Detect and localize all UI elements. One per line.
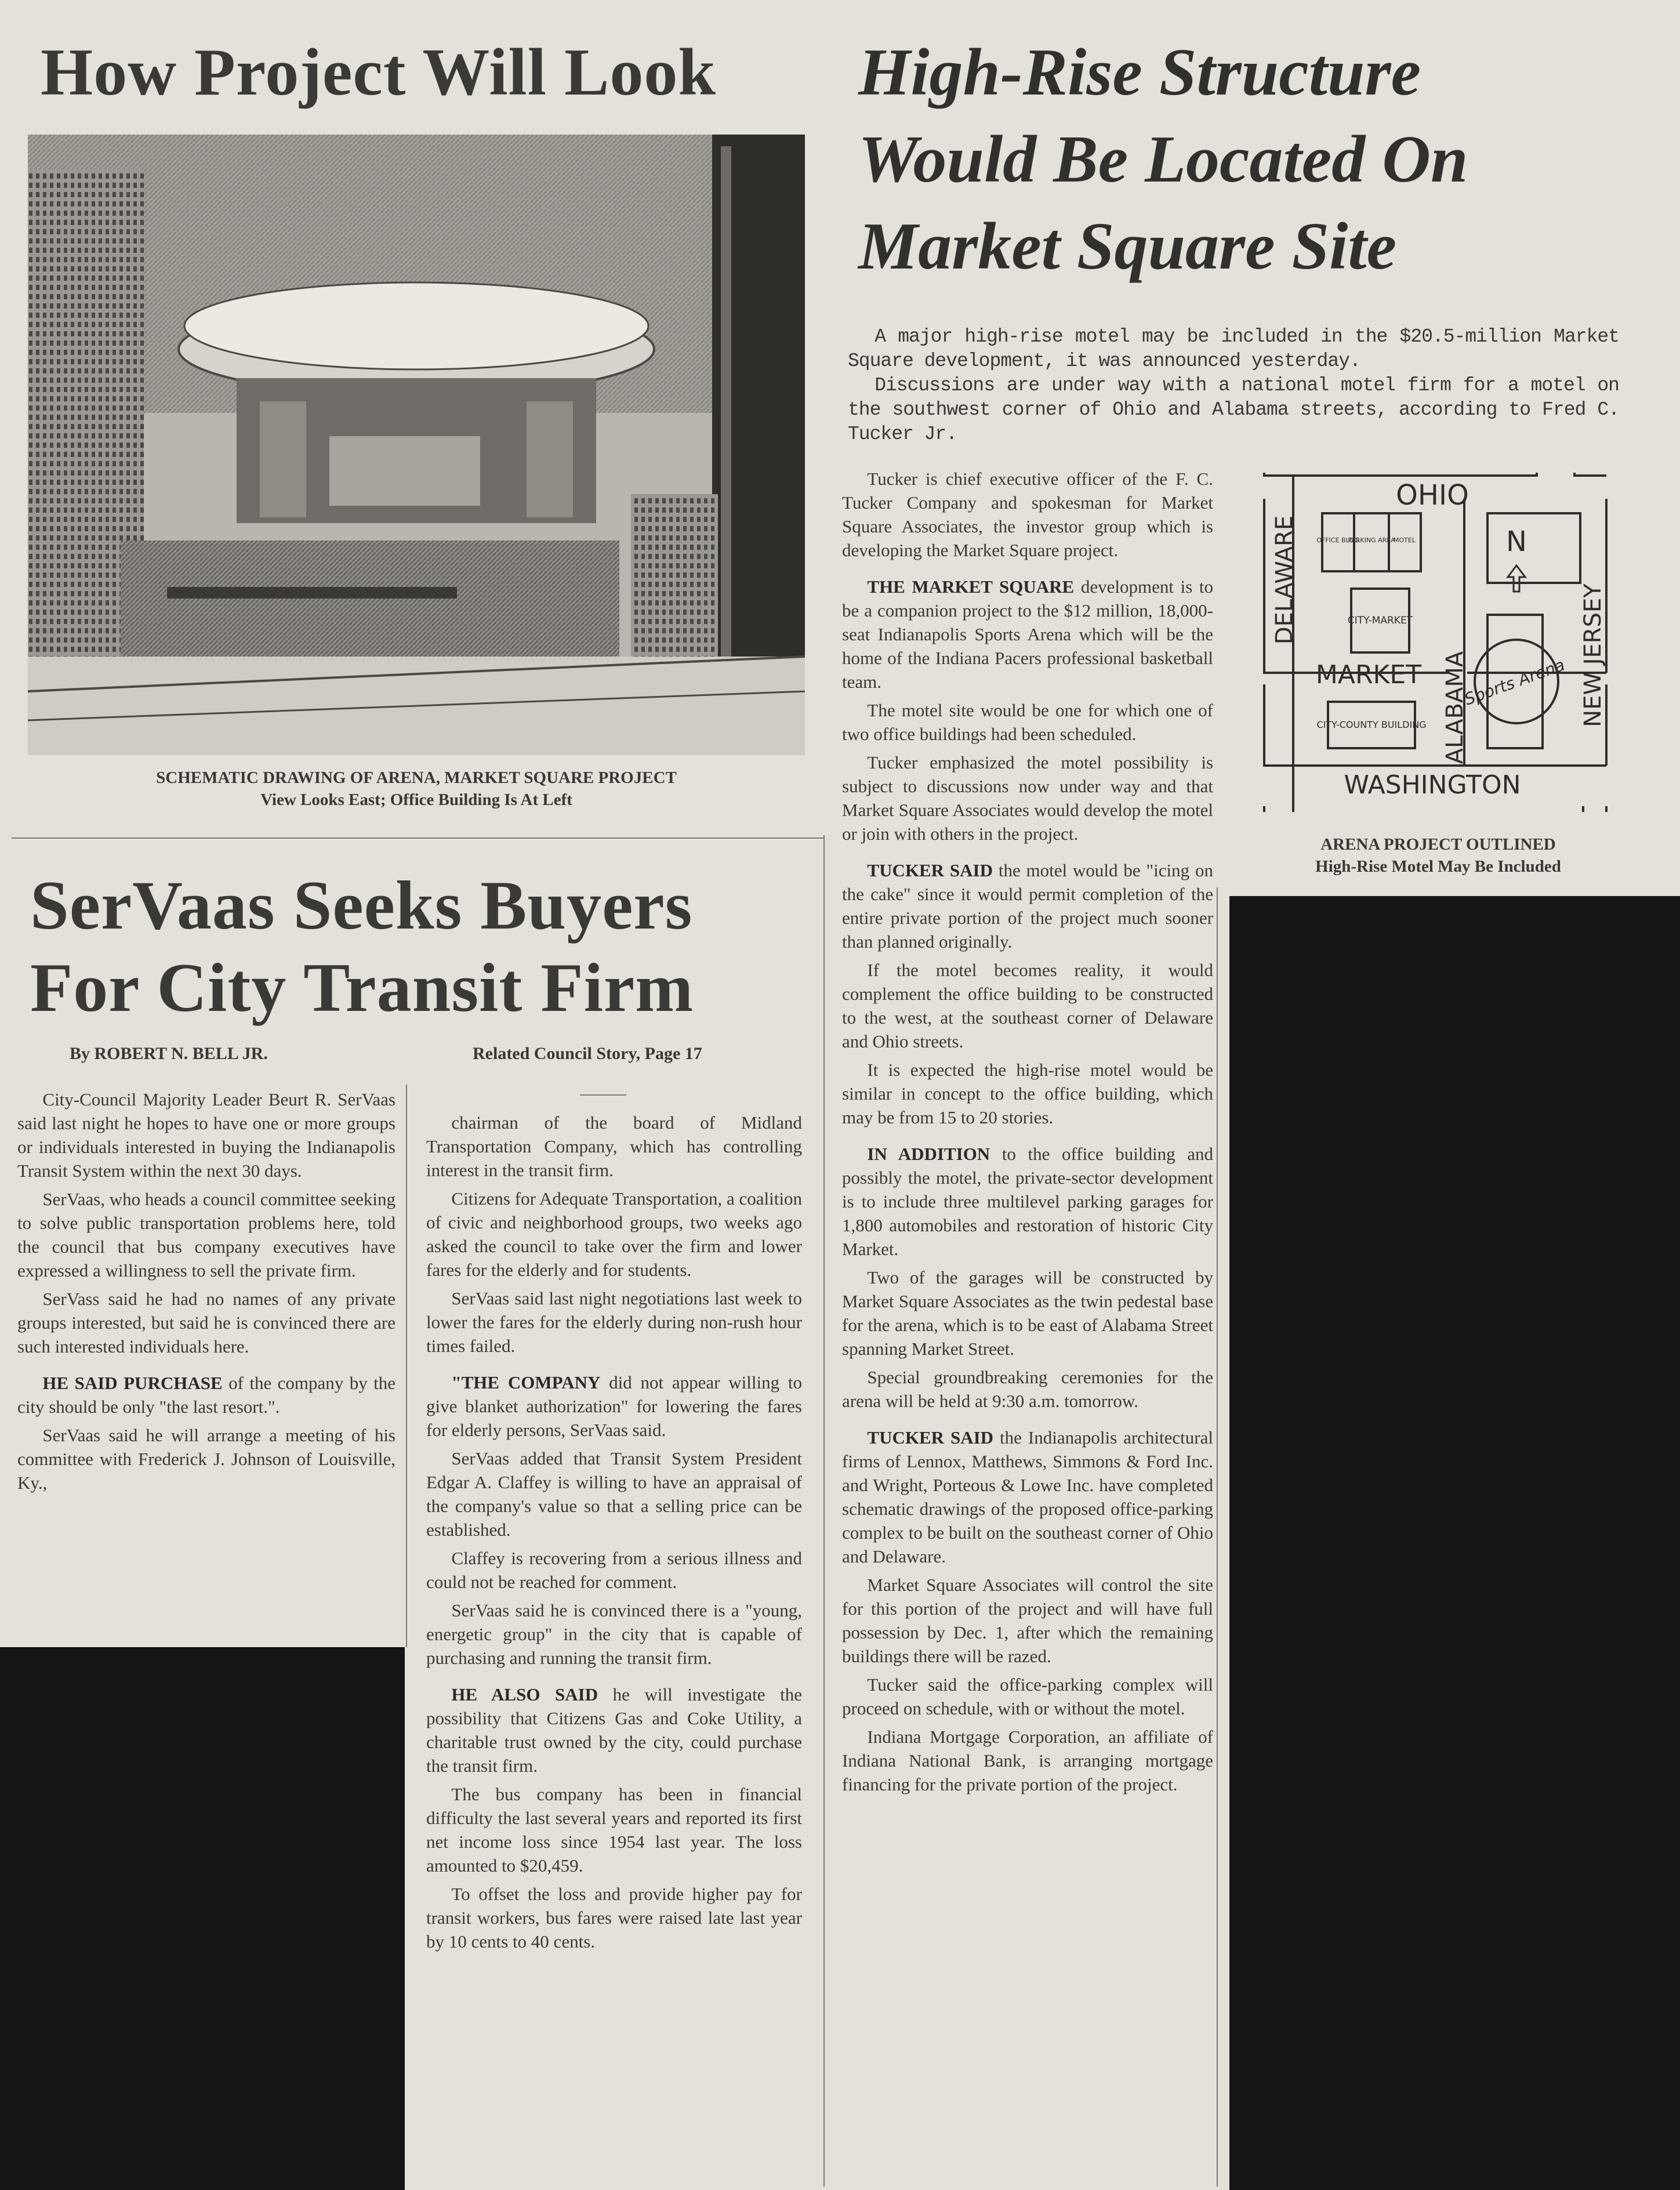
map-sports-arena: Sports Arena xyxy=(1461,655,1567,709)
motel-paragraph xyxy=(842,858,1213,953)
transit-paragraph-text: of the company by the city should be only "the last resort.". xyxy=(17,1373,395,1417)
transit-paragraph: SerVaas, who heads a council committee seeking to solve public transportation problems here, told the council that bus company executives have expressed a willingness to sell the private firm. xyxy=(17,1189,396,1281)
map-market: MARKET xyxy=(1315,660,1422,690)
transit-paragraph: chairman of the board of Midland Transportation Company, which has controlling interest in the transit firm. xyxy=(426,1112,802,1180)
motel-paragraph xyxy=(842,1142,1213,1261)
transit-paragraph xyxy=(17,1371,395,1419)
transit-lead-in: HE SAID PURCHASE xyxy=(42,1373,223,1393)
motel-paragraph: Tucker is chief executive officer of the F. C. Tucker Company and spokesman for Market Square Associates, the investor group which is developing the Market Square project. xyxy=(842,469,1213,560)
motel-headline-line3: Market Square Site xyxy=(858,209,1397,284)
byline: By ROBERT N. BELL JR. xyxy=(70,1044,268,1063)
map-north: N xyxy=(1506,525,1527,558)
arena-project-map xyxy=(1258,464,1618,824)
map-caption xyxy=(1253,833,1624,878)
motel-story-column xyxy=(842,467,1213,1801)
transit-paragraph-text: he will investigate the possibility that Citizens Gas and Coke Utility, a charitable trust owned by the city, could purchase the transit firm. xyxy=(426,1684,802,1776)
motel-headline-line1: High-Rise Structure xyxy=(858,35,1421,110)
transit-paragraph: The bus company has been in financial difficulty the last several years and reported its first net income loss since 1954 last year. The loss amounted to $20,459. xyxy=(426,1784,802,1876)
map-caption-line2: High-Rise Motel May Be Included xyxy=(1315,857,1561,876)
photo-caption-line1: SCHEMATIC DRAWING OF ARENA, MARKET SQUARE PROJECT xyxy=(156,768,677,787)
motel-paragraph: Tucker said the office-parking complex will proceed on schedule, with or without the motel. xyxy=(842,1674,1213,1718)
section-divider xyxy=(12,837,823,839)
transit-paragraph: SerVass said he had no names of any private groups interested, but said he is convinced there are such interested individuals here. xyxy=(17,1289,395,1357)
motel-intro-2: Discussions are under way with a national motel firm for a motel on the southwest corner of Ohio and Alabama streets, according to Fred C. Tucker Jr. xyxy=(848,375,1619,445)
motel-paragraph: Market Square Associates will control the site for this portion of the project and will have full possession by Dec. 1, after which the remaining buildings there will be razed. xyxy=(842,1575,1213,1666)
transit-paragraph: Claffey is recovering from a serious illness and could not be reached for comment. xyxy=(426,1548,802,1592)
map-alabama: ALABAMA xyxy=(1442,651,1468,764)
transit-paragraph xyxy=(426,1683,802,1778)
column-rule-3 xyxy=(1217,887,1218,2187)
photo-caption-line2: View Looks East; Office Building Is At Left xyxy=(260,791,572,809)
map-ohio: OHIO xyxy=(1396,479,1469,512)
motel-paragraph: Two of the garages will be constructed by Market Square Associates as the twin pedestal base for the arena, which is to be east of Alabama Street spanning Market Street. xyxy=(842,1267,1213,1359)
column-rule-2 xyxy=(406,1085,407,1647)
transit-paragraph: SerVaas added that Transit System President Edgar A. Claffey is willing to have an appraisal of the company's value so that a selling price can be established. xyxy=(426,1448,802,1540)
motel-paragraph: Special groundbreaking ceremonies for the arena will be held at 9:30 a.m. tomorrow. xyxy=(842,1367,1213,1411)
motel-paragraph: Tucker emphasized the motel possibility is subject to discussions now under way and that Market Square Associates would develop the motel or join with others in the project. xyxy=(842,752,1213,844)
motel-paragraph-text: the motel would be "icing on the cake" since it would permit completion of the entire private portion of the project much sooner than planned originally. xyxy=(842,860,1213,952)
motel-lead-in: THE MARKET SQUARE xyxy=(867,576,1075,597)
map-new-jersey: NEW JERSEY xyxy=(1580,583,1606,727)
transit-paragraph: Citizens for Adequate Transportation, a coalition of civic and neighborhood groups, two weeks ago asked the council to take over the firm and lower fares for the elderly and for students. xyxy=(426,1188,802,1280)
map-parking-area: PARKING AREA xyxy=(1348,536,1395,544)
motel-headline-line2: Would Be Located On xyxy=(858,122,1468,197)
motel-lead-in: TUCKER SAID xyxy=(867,860,993,880)
motel-lead-in: TUCKER SAID xyxy=(867,1427,994,1448)
map-washington: WASHINGTON xyxy=(1344,770,1521,800)
motel-paragraph-text: development is to be a companion project to the $12 million, 18,000-seat Indianapolis Sports Arena which will be the home of the Indiana Pacers professional basketball team. xyxy=(842,576,1213,692)
related-story: Related Council Story, Page 17 xyxy=(473,1044,702,1063)
map-caption-line1: ARENA PROJECT OUTLINED xyxy=(1320,835,1556,854)
transit-lead-in: HE ALSO SAID xyxy=(451,1684,598,1705)
transit-paragraph xyxy=(426,1370,802,1442)
transit-paragraph: SerVaas said last night negotiations last week to lower the fares for the elderly during non-rush hour times failed. xyxy=(426,1288,802,1356)
motel-paragraph: The motel site would be one for which one of two office buildings had been scheduled. xyxy=(842,700,1213,744)
transit-column-2 xyxy=(426,1111,802,1958)
motel-paragraph-text: the Indianapolis architectural firms of Lennox, Matthews, Simmons & Ford Inc. and Wright, Porteous & Lowe Inc. have completed schematic drawings of the proposed office-parking complex to be built on the southeast corner of Ohio and Delaware. xyxy=(842,1427,1213,1567)
map-city-county: CITY-COUNTY BUILDING xyxy=(1316,719,1427,730)
motel-headline xyxy=(858,29,1468,290)
motel-paragraph: If the motel becomes reality, it would complement the office building to be constructed to the west, at the southeast corner of Delaware and Ohio streets. xyxy=(842,960,1213,1052)
map-office-bldg: OFFICE BLDG xyxy=(1316,536,1359,544)
motel-lead-in: IN ADDITION xyxy=(867,1144,990,1164)
north-arrow-icon xyxy=(1508,565,1525,592)
photo-headline: How Project Will Look xyxy=(41,35,716,110)
transit-paragraph: SerVaas said he will arrange a meeting of his committee with Frederick J. Johnson of Louisville, Ky., xyxy=(17,1425,395,1493)
motel-paragraph: Indiana Mortgage Corporation, an affiliate of Indiana National Bank, is arranging mortgage financing for the private portion of the project. xyxy=(842,1727,1213,1794)
motel-paragraph xyxy=(842,575,1213,694)
map-city-market: CITY-MARKET xyxy=(1347,615,1413,626)
motel-paragraph-text: to the office building and possibly the motel, the private-sector development is to include three multilevel parking garages for 1,800 automobiles and restoration of historic City Market. xyxy=(842,1144,1213,1259)
column-rule-1 xyxy=(823,835,825,2187)
transit-headline-line1: SerVaas Seeks Buyers xyxy=(30,866,693,944)
motel-intro xyxy=(848,325,1619,447)
transit-column-1 xyxy=(17,1087,395,1499)
map-motel: MOTEL xyxy=(1394,536,1416,544)
related-rule xyxy=(580,1094,626,1096)
motel-paragraph: It is expected the high-rise motel would be similar in concept to the office building, which may be from 15 to 20 stories. xyxy=(842,1060,1213,1127)
motel-intro-1: A major high-rise motel may be included in the $20.5-million Market Square development, it was announced yesterday. xyxy=(848,326,1619,372)
photo-caption xyxy=(28,767,805,811)
transit-paragraph-text: did not appear willing to give blanket authorization" for lowering the fares for elderly persons, SerVaas said. xyxy=(426,1372,802,1440)
arena-drawing xyxy=(28,135,805,755)
transit-paragraph: City-Council Majority Leader Beurt R. SerVaas said last night he hopes to have one or more groups or individuals interested in buying the Indianapolis Transit System within the next 30 days. xyxy=(17,1089,395,1181)
transit-paragraph: SerVaas said he is convinced there is a "young, energetic group" in the city that is capable of purchasing and running the transit firm. xyxy=(426,1600,802,1668)
transit-lead-in: "THE COMPANY xyxy=(451,1372,601,1393)
map-delaware: DELAWARE xyxy=(1271,515,1298,645)
transit-headline-line2: For City Transit Firm xyxy=(30,949,694,1026)
transit-headline xyxy=(30,864,694,1029)
transit-paragraph: To offset the loss and provide higher pay for transit workers, bus fares were raised late last year by 10 cents to 40 cents. xyxy=(426,1884,802,1952)
motel-paragraph xyxy=(842,1426,1213,1568)
